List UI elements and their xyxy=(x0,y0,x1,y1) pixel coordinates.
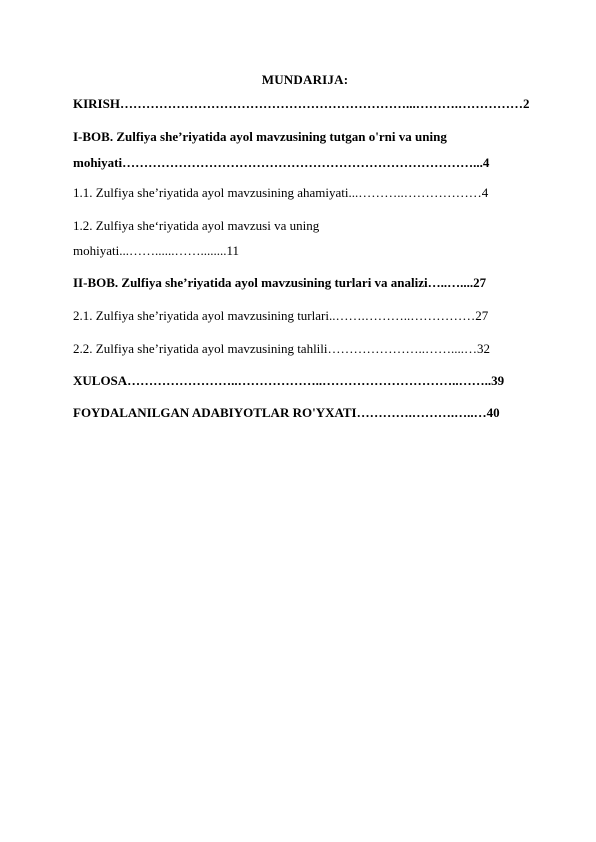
toc-entry-chapter-1-title-cont: mohiyati………………………………………………………………………...4 xyxy=(73,155,490,170)
toc-entry-chapter-2: II-BOB. Zulfiya she’riyatida ayol mavzusining turlari va analizi…..…....27 xyxy=(73,275,487,290)
toc-entry-1-1: 1.1. Zulfiya she’riyatida ayol mavzusining ahamiyati...………..………………4 xyxy=(73,185,489,200)
toc-entry-1-2: 1.2. Zulfiya she‘riyatida ayol mavzusi va uning xyxy=(73,218,320,233)
toc-entry-1-2-cont: mohiyati...……......……........11 xyxy=(73,243,239,258)
toc-entry-kirish: KIRISH…………………………………………………………...……….……………2 xyxy=(73,96,530,111)
toc-entry-adabiyotlar: FOYDALANILGAN ADABIYOTLAR RO'YXATI………….……….…..…40 xyxy=(73,405,500,420)
toc-entry-2-1: 2.1. Zulfiya she’riyatida ayol mavzusining turlari..…….………..……………27 xyxy=(73,308,489,323)
page-title: MUNDARIJA: xyxy=(261,72,349,87)
toc-entry-chapter-1-title: I-BOB. Zulfiya she’riyatida ayol mavzusining tutgan o'rni va uning xyxy=(73,129,447,144)
toc-entry-2-2: 2.2. Zulfiya she’riyatida ayol mavzusining tahlili…………………..……....…32 xyxy=(73,341,491,356)
toc-entry-xulosa: XULOSA……………………..………………..…………………………..……..39 xyxy=(73,373,505,388)
